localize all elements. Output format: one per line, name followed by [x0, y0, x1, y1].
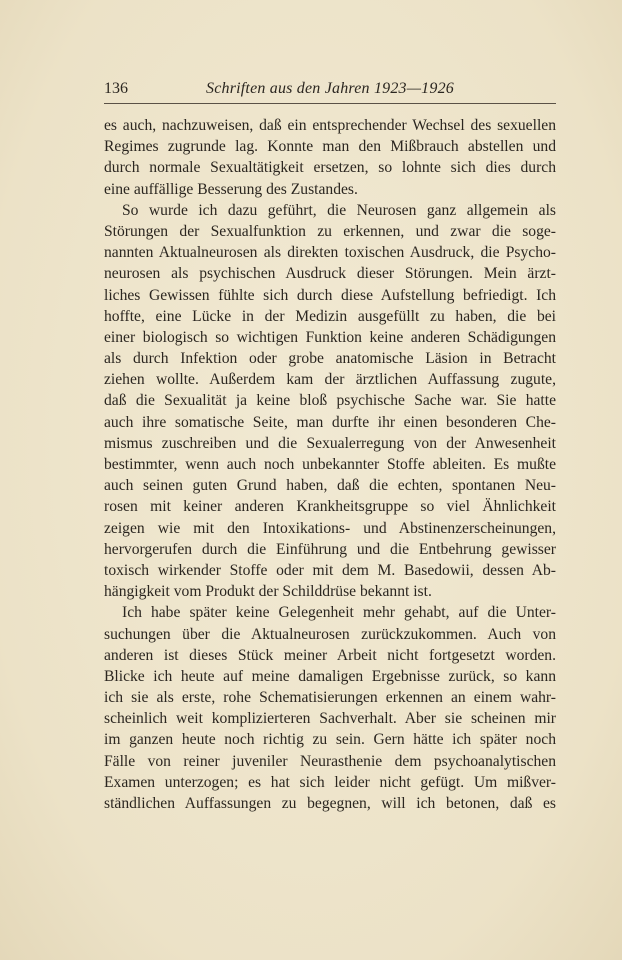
text-line: als durch Infektion oder grobe anatomische Läsion in Betracht: [104, 350, 556, 368]
text-line: einer biologisch so wichtigen Funktion keine anderen Schädigungen: [104, 328, 556, 346]
text-line: So wurde ich dazu geführt, die Neurosen ganz allgemein als: [122, 201, 556, 219]
text-line: Blicke ich heute auf meine damaligen Ergebnisse zurück, so kann: [104, 667, 556, 685]
text-line: suchungen über die Aktualneurosen zurückzukommen. Auch von: [104, 625, 556, 643]
text-line: toxisch wirkender Stoffe oder mit dem M. Basedowii, dessen Ab-: [104, 561, 556, 579]
text-line: ziehen wollte. Außerdem kam der ärztlichen Auffassung zugute,: [104, 371, 556, 389]
text-line: Examen unterzogen; es hat sich leider nicht gefügt. Um mißver-: [104, 773, 556, 791]
text-line: hoffte, eine Lücke in der Medizin ausgefüllt zu haben, die bei: [104, 307, 556, 325]
text-line: daß die Sexualität ja keine bloß psychische Sache war. Sie hatte: [104, 392, 556, 410]
text-line: auch ihre somatische Seite, man durfte ihr einen besonderen Che-: [104, 413, 556, 431]
running-title: Schriften aus den Jahren 1923—1926: [206, 80, 454, 97]
text-line: mismus zuschreiben und die Sexualerregung von der Anwesenheit: [104, 434, 556, 452]
page-number: 136: [104, 80, 128, 97]
body-text: [104, 115, 556, 814]
text-line: anderen ist dieses Stück meiner Arbeit nicht fortgesetzt worden.: [104, 646, 556, 664]
text-line: zeigen wie mit den Intoxikations- und Abstinenzerscheinungen,: [104, 519, 556, 537]
text-line: liches Gewissen fühlte sich durch diese Aufstellung befriedigt. Ich: [104, 286, 556, 304]
text-line: Ich habe später keine Gelegenheit mehr gehabt, auf die Unter-: [122, 604, 556, 622]
text-line: auch seinen guten Grund haben, daß die echten, spontanen Neu-: [104, 477, 556, 495]
text-line: bestimmter, wenn auch noch unbekannter Stoffe ableiten. Es mußte: [104, 456, 556, 473]
text-line: durch normale Sexualtätigkeit ersetzen, so lohnte sich dies durch: [104, 159, 556, 177]
text-line: ich sie als erste, rohe Schematisierungen erkennen an einem wahr-: [104, 689, 556, 707]
text-line: eine auffällige Besserung des Zustandes.: [104, 180, 358, 198]
text-line: nannten Aktualneurosen als direkten toxischen Ausdruck, die Psycho-: [104, 244, 556, 262]
text-line: Regimes zugrunde lag. Konnte man den Mißbrauch abstellen und: [104, 138, 556, 156]
text-line: hängigkeit vom Produkt der Schilddrüse bekannt ist.: [104, 583, 432, 601]
text-line: im ganzen heute noch richtig zu sein. Gern hätte ich später noch: [104, 731, 556, 749]
text-line: Fälle von reiner juveniler Neurasthenie dem psychoanalytischen: [104, 752, 556, 770]
text-line: rosen mit keiner anderen Krankheitsgruppe so viel Ähnlichkeit: [104, 498, 556, 516]
text-line: ständlichen Auffassungen zu begegnen, will ich betonen, daß es: [104, 795, 556, 812]
header-rule: [104, 103, 556, 104]
text-line: neurosen als psychischen Ausdruck dieser Störungen. Mein ärzt-: [104, 265, 556, 283]
text-line: scheinlich weit komplizierteren Sachverhalt. Aber sie scheinen mir: [104, 710, 556, 728]
page-header: [104, 80, 556, 102]
text-line: Störungen der Sexualfunktion zu erkennen, und zwar die soge-: [104, 222, 556, 240]
text-line: hervorgerufen durch die Einführung und die Entbehrung gewisser: [104, 540, 556, 558]
text-line: es auch, nachzuweisen, daß ein entsprechender Wechsel des sexuellen: [104, 117, 556, 134]
